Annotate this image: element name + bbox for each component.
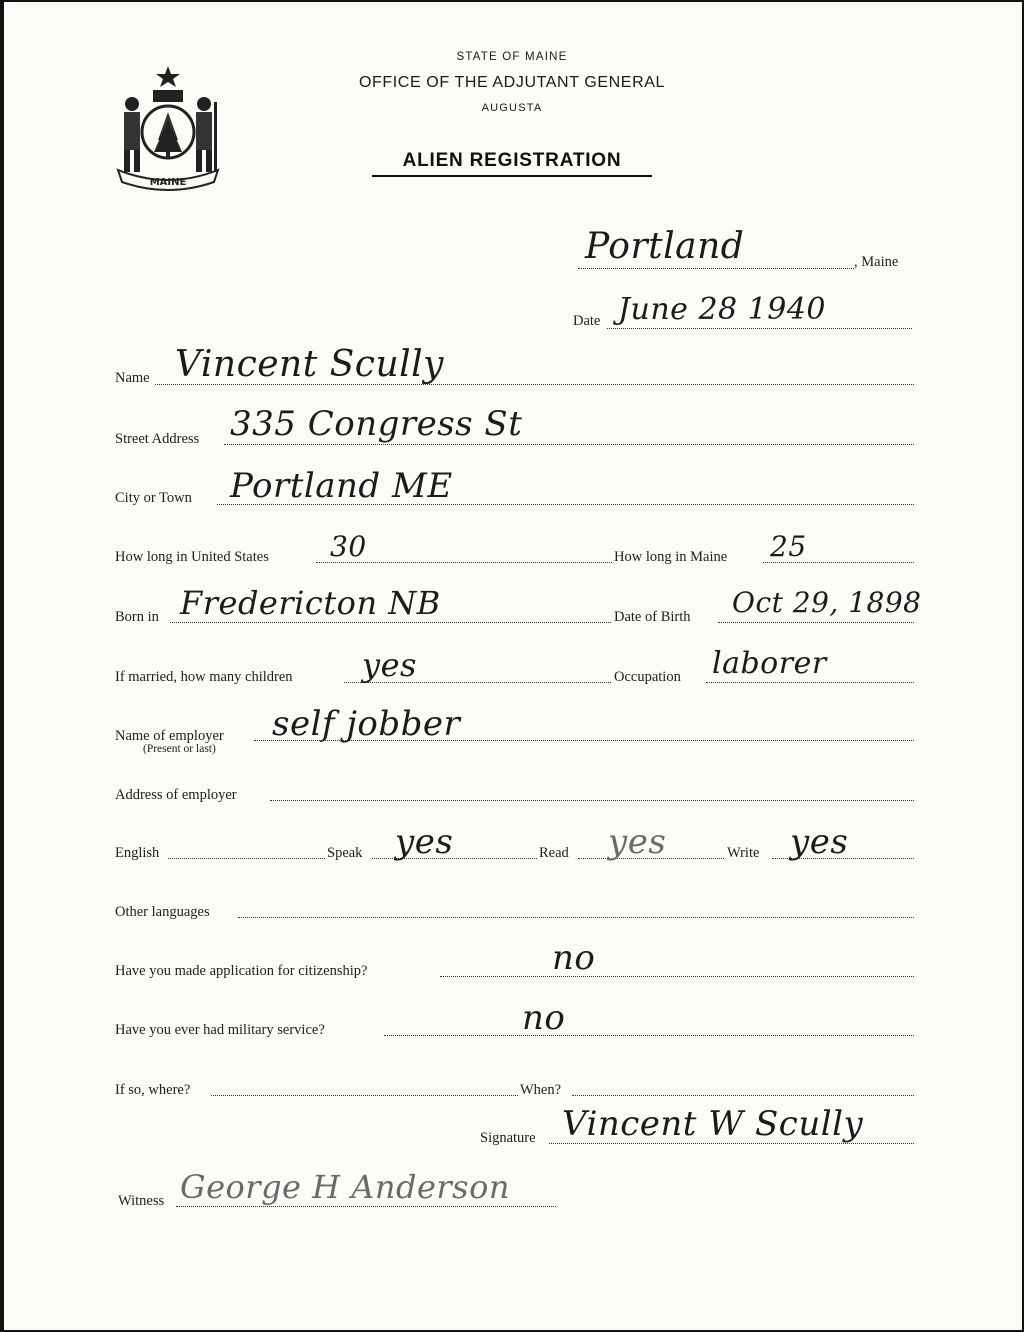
employer-note: (Present or last) — [143, 743, 216, 755]
read-value: yes — [608, 822, 667, 862]
street-address-line — [224, 444, 914, 445]
witness-label: Witness — [118, 1193, 165, 1209]
occupation-line — [706, 682, 914, 683]
city-value: Portland ME — [230, 466, 453, 506]
witness-value: George H Anderson — [180, 1168, 510, 1206]
form-title: ALIEN REGISTRATION — [372, 150, 652, 177]
where-label: If so, where? — [115, 1082, 191, 1098]
street-address-value: 335 Congress St — [230, 404, 523, 444]
date-label: Date — [573, 313, 601, 329]
employer-name-label: Name of employer — [115, 728, 224, 744]
witness-line — [176, 1206, 556, 1207]
read-label: Read — [539, 845, 569, 861]
signature-value: Vincent W Scully — [562, 1104, 864, 1144]
signature-label: Signature — [480, 1130, 536, 1146]
military-line — [384, 1035, 914, 1036]
citizenship-label: Have you made application for citizenship? — [115, 963, 368, 979]
citizenship-value: no — [552, 938, 596, 978]
employer-address-line — [270, 800, 914, 801]
citizenship-line — [440, 976, 914, 977]
how-long-maine-label: How long in Maine — [614, 549, 728, 565]
employer-name-value: self jobber — [272, 704, 461, 744]
born-in-label: Born in — [115, 609, 159, 625]
street-address-label: Street Address — [115, 431, 200, 447]
date-value: June 28 1940 — [618, 292, 827, 327]
svg-text:MAINE: MAINE — [149, 177, 187, 188]
date-of-birth-line — [718, 622, 914, 623]
maine-label: , Maine — [854, 254, 899, 270]
where-line — [211, 1095, 518, 1096]
write-value: yes — [790, 822, 849, 862]
name-value: Vincent Scully — [175, 344, 445, 385]
military-value: no — [522, 998, 566, 1038]
speak-label: Speak — [327, 845, 363, 861]
other-languages-label: Other languages — [115, 904, 210, 920]
english-line — [168, 858, 325, 859]
when-line — [572, 1095, 914, 1096]
date-line — [607, 328, 912, 329]
date-of-birth-value: Oct 29, 1898 — [732, 586, 922, 619]
when-label: When? — [520, 1082, 562, 1098]
other-languages-line — [238, 917, 914, 918]
place-line — [578, 268, 854, 269]
employer-address-label: Address of employer — [115, 787, 237, 803]
how-long-us-label: How long in United States — [115, 549, 269, 565]
children-label: If married, how many children — [115, 669, 293, 685]
how-long-us-value: 30 — [330, 530, 367, 563]
occupation-label: Occupation — [614, 669, 681, 685]
english-label: English — [115, 845, 160, 861]
header-office: OFFICE OF THE ADJUTANT GENERAL — [358, 74, 666, 91]
date-of-birth-label: Date of Birth — [614, 609, 691, 625]
place-value: Portland — [585, 226, 745, 267]
name-label: Name — [115, 370, 150, 386]
write-label: Write — [727, 845, 760, 861]
how-long-maine-value: 25 — [770, 530, 807, 563]
city-label: City or Town — [115, 490, 192, 506]
occupation-value: laborer — [712, 646, 827, 681]
military-label: Have you ever had military service? — [115, 1022, 325, 1038]
header-state: STATE OF MAINE — [456, 51, 568, 63]
born-in-value: Fredericton NB — [180, 584, 441, 622]
speak-value: yes — [395, 822, 454, 862]
header-city: AUGUSTA — [481, 102, 543, 114]
born-in-line — [170, 622, 611, 623]
children-value: yes — [362, 646, 417, 684]
